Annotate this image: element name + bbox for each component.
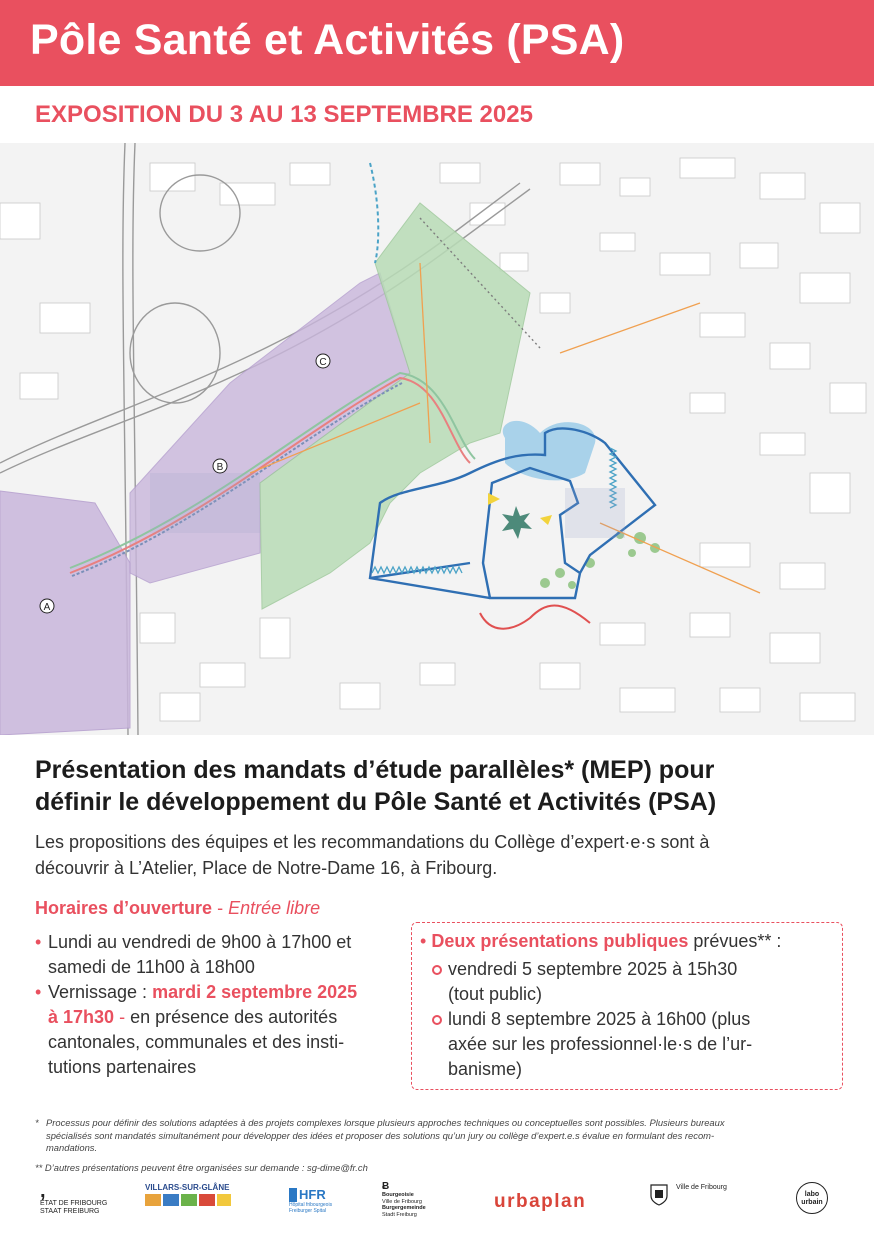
urbaplan-logo: urbaplan	[494, 1191, 587, 1212]
map-label-b: B	[216, 462, 224, 473]
list-item: • Lundi au vendredi de 9h00 à 17h00 et samedi de 11h00 à 18h00	[35, 932, 352, 977]
map-label-c: C	[319, 357, 327, 368]
bourgeoisie-mark-icon: Ƀ	[382, 1181, 390, 1192]
list-item: lundi 8 septembre 2025 à 16h00 (plus axée sur les professionnel·le·s de l’ur- banisme)	[448, 1007, 752, 1082]
list-item: • Vernissage : mardi 2 septembre 2025 à 17h30 - en présence des autorités cantonales, communales et des insti- tutions partenaires	[35, 982, 358, 1077]
site-map	[0, 143, 874, 735]
ville-fribourg-logo: Ville de Fribourg	[650, 1184, 727, 1206]
city-shield-icon	[650, 1184, 668, 1206]
map-label-a: A	[43, 602, 51, 613]
bourgeoisie-logo: Ƀ Bourgeoisie Ville de Fribourg Burgergemeinde Stadt Freiburg	[382, 1181, 426, 1218]
comma-mark-icon: ,	[40, 1180, 46, 1202]
ring-bullet-icon	[432, 1015, 442, 1025]
villars-emblem-icon	[145, 1192, 231, 1208]
intro-text: Les propositions des équipes et les recommandations du Collège d’expert·e·s sont à découvrir à L’Atelier, Place de Notre-Dame 16, à Fribourg.	[35, 832, 710, 878]
page-title: Pôle Santé et Activités (PSA)	[30, 16, 625, 64]
bullet-icon: •	[35, 932, 42, 952]
etat-fribourg-logo: , ETAT DE FRIBOURG STAAT FREIBURG	[40, 1180, 108, 1215]
title-banner	[0, 0, 874, 86]
hfr-logo: HFR Hôpital fribourgeois Freiburger Spital	[289, 1187, 333, 1214]
bullet-icon: •	[420, 931, 427, 951]
footnote-2: ** D’autres présentations peuvent être organisées sur demande : sg-dime@fr.ch	[35, 1162, 368, 1173]
main-heading: Présentation des mandats d’étude parallèles* (MEP) pour définir le développement du Pôle Santé et Activités (PSA)	[35, 756, 717, 816]
opening-hours-title: Horaires d’ouverture - Entrée libre	[35, 898, 321, 918]
hfr-mark-icon	[289, 1188, 297, 1202]
bullet-icon: •	[35, 982, 42, 1002]
list-item: vendredi 5 septembre 2025 à 15h30 (tout public)	[448, 957, 737, 1007]
ring-bullet-icon	[432, 965, 442, 975]
partner-logos	[0, 1178, 874, 1240]
public-presentations-box	[411, 922, 843, 1090]
presentations-title: • Deux présentations publiques prévues** :	[420, 931, 782, 951]
footnote-1: * Processus pour définir des solutions adaptées à des projets complexes lorsque plusieurs approches techniques ou conceptuelles sont possibles. Plusieurs bureaux spécialisés sont mandatés simultanément pour développer des idées et proposer des solutions qu’un jury ou collège d’expert.e.s évalue en formulant des recom- mandations.	[35, 1117, 725, 1153]
labo-urbain-logo: labo urbain	[796, 1182, 828, 1214]
exhibition-dates: EXPOSITION DU 3 AU 13 SEPTEMBRE 2025	[35, 101, 533, 128]
villars-sur-glane-logo: VILLARS-SUR-GLÂNE	[145, 1184, 231, 1211]
opening-hours-list	[35, 930, 407, 1080]
